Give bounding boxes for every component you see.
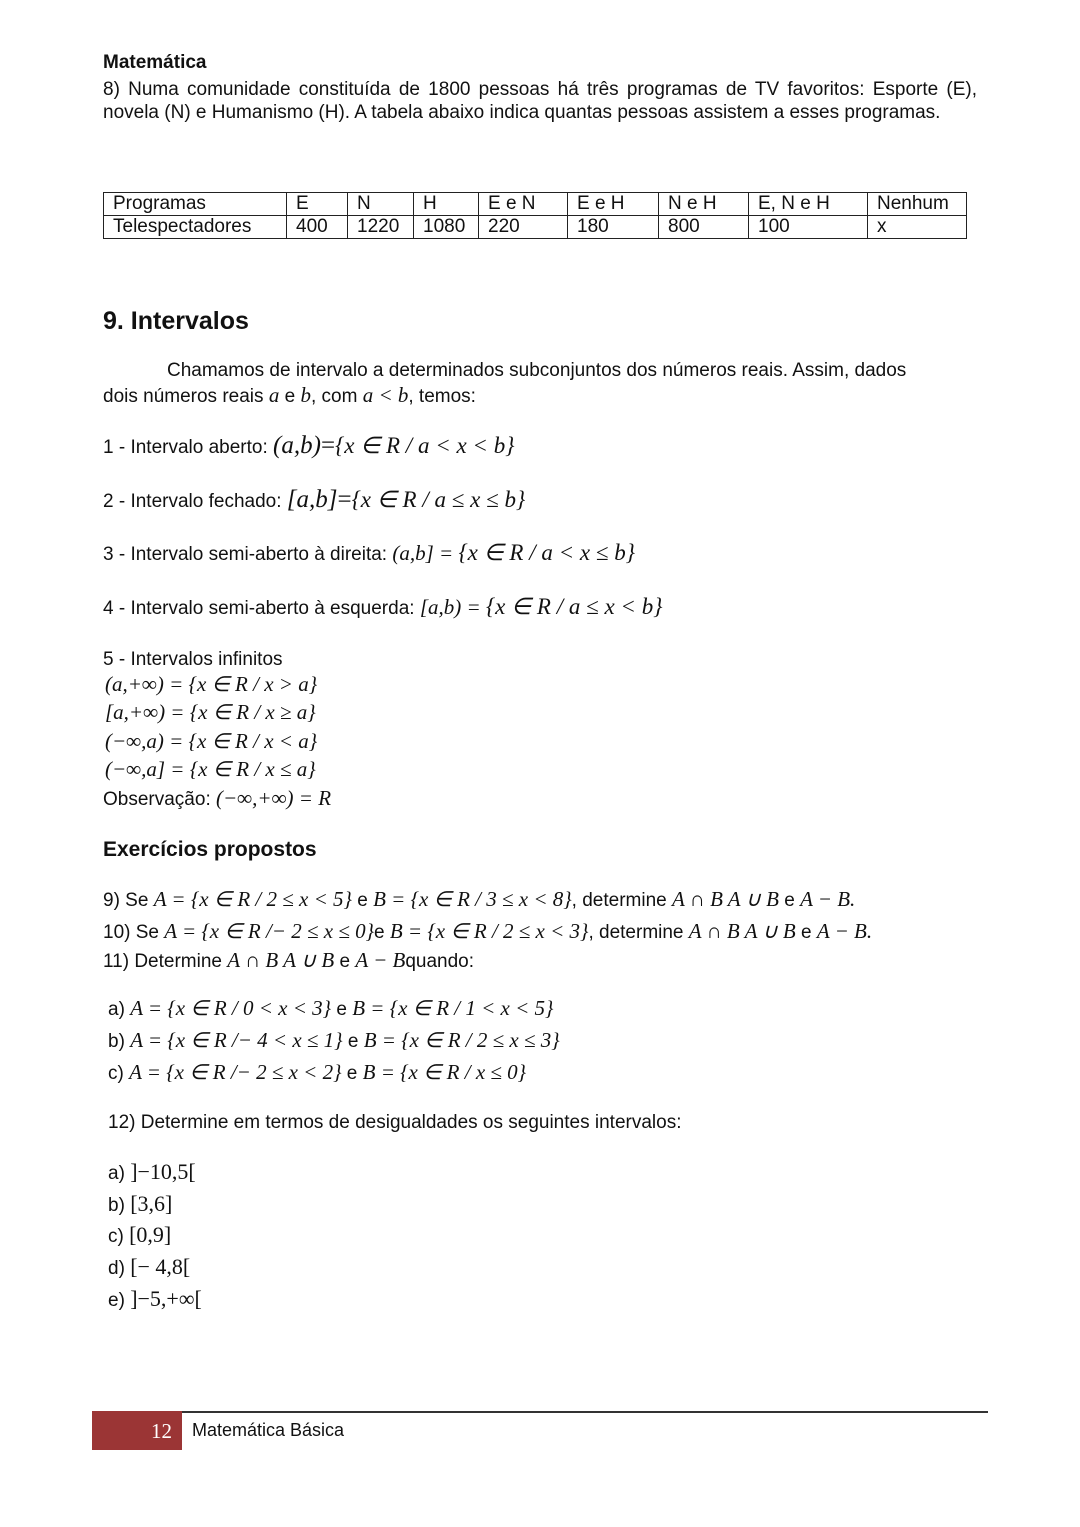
table-cell: E [287, 193, 348, 216]
table-header-row [104, 193, 967, 216]
set-a: A = {x ∈ R /− 2 ≤ x < 2} [129, 1060, 342, 1084]
conjunction: e [801, 922, 812, 943]
set-b: B = {x ∈ R / 1 < x < 5} [352, 996, 554, 1020]
footer-rule [182, 1411, 988, 1413]
interval-notation: [a,b] [286, 486, 338, 513]
table-cell: E e N [479, 193, 568, 216]
exercise-11-item [108, 996, 553, 1021]
interval-half-open-left [103, 594, 662, 620]
conjunction: e [357, 890, 368, 911]
exercise-number: 10) Se [103, 922, 159, 943]
infinite-interval: (−∞,a) = {x ∈ R / x < a} [105, 729, 318, 753]
exercise-11-item [108, 1060, 526, 1085]
exercise-12-text: 12) Determine em termos de desigualdades os seguintes intervalos: [108, 1112, 682, 1133]
interval-label: 4 - Intervalo semi-aberto à esquerda: [103, 598, 415, 619]
interval-label: 2 - Intervalo fechado: [103, 491, 282, 512]
footer-title: Matemática Básica [192, 1420, 345, 1440]
intro-com: , com [310, 386, 358, 407]
interval: ]−5,+∞[ [130, 1286, 202, 1311]
infinite-interval: (−∞,a] = {x ∈ R / x ≤ a} [105, 757, 316, 781]
table-cell: 180 [568, 216, 659, 239]
interval: ]−10,5[ [130, 1159, 196, 1184]
running-header: Matemática [103, 52, 207, 73]
table-cell: N [348, 193, 414, 216]
item-label: c) [108, 1063, 124, 1084]
table-cell: 100 [749, 216, 868, 239]
exercise-10 [103, 919, 872, 944]
exercise-9 [103, 887, 855, 912]
table-cell: Nenhum [868, 193, 967, 216]
conjunction: e [339, 951, 351, 972]
table-cell: x [868, 216, 967, 239]
observation [103, 786, 331, 811]
exercise-11-item [108, 1028, 560, 1053]
set-operations: A ∩ B A ∪ B [227, 948, 335, 972]
exercises-title: Exercícios propostos [103, 838, 317, 861]
exercise-12-item [108, 1222, 171, 1248]
section-title: 9. Intervalos [103, 307, 249, 335]
table-cell: 800 [659, 216, 749, 239]
conjunction: e [336, 999, 347, 1020]
conjunction: e [374, 922, 385, 943]
observation-label: Observação: [103, 789, 211, 810]
exercise-number: 9) Se [103, 890, 149, 911]
intro-text: dois números reais [103, 386, 264, 407]
observation-math: (−∞,+∞) = R [216, 786, 332, 810]
table-cell: H [414, 193, 479, 216]
math-inequality: a < b [362, 383, 409, 407]
exercise-12-item [108, 1191, 172, 1217]
set-difference: A − B. [800, 887, 856, 911]
item-label: a) [108, 1163, 125, 1184]
exercise-12-item [108, 1286, 202, 1312]
table-cell: Programas [104, 193, 287, 216]
set-difference: A − B [355, 948, 406, 972]
viewers-table [103, 192, 967, 239]
set-a: A = {x ∈ R /− 4 < x ≤ 1} [130, 1028, 343, 1052]
table-cell: E e H [568, 193, 659, 216]
interval-label: 1 - Intervalo aberto: [103, 437, 268, 458]
item-label: c) [108, 1226, 124, 1247]
set-a: A = {x ∈ R / 2 ≤ x < 5} [153, 887, 352, 911]
intro-line-1: Chamamos de intervalo a determinados subconjuntos dos números reais. Assim, dados [167, 360, 907, 381]
exercise-8-text: 8) Numa comunidade constituída de 1800 pessoas há três programas de TV favoritos: Esporte (E), novela (N) e Humanismo (H). A tabela abaixo indica quantas pessoas assistem a esses programas. [103, 79, 977, 123]
interval: [0,9] [129, 1222, 172, 1247]
table-cell: 220 [479, 216, 568, 239]
table-cell: N e H [659, 193, 749, 216]
table-cell: E, N e H [749, 193, 868, 216]
exercise-number: 11) Determine [103, 951, 222, 972]
intro-temos: , temos: [408, 386, 476, 407]
instruction: , determine [571, 890, 667, 911]
table-cell: 1080 [414, 216, 479, 239]
exercise-11 [103, 948, 474, 973]
interval-closed: 2 - Intervalo fechado: [a,b]={x ∈ R / a ≤ x ≤ b} [103, 486, 526, 513]
conjunction: e [784, 890, 795, 911]
set-b: B = {x ∈ R / x ≤ 0} [362, 1060, 527, 1084]
interval: [3,6] [130, 1191, 173, 1216]
interval-notation: (a,b) [273, 432, 321, 459]
table-cell: 1220 [348, 216, 414, 239]
math-a: a [268, 383, 280, 407]
item-label: a) [108, 999, 125, 1020]
interval: [− 4,8[ [130, 1254, 191, 1279]
set-b: B = {x ∈ R / 2 ≤ x ≤ 3} [363, 1028, 560, 1052]
set-difference: A − B. [816, 919, 873, 943]
item-label: b) [108, 1031, 125, 1052]
set-a: A = {x ∈ R /− 2 ≤ x ≤ 0} [164, 919, 374, 943]
infinite-interval: (a,+∞) = {x ∈ R / x > a} [105, 672, 318, 696]
interval-label: 3 - Intervalo semi-aberto à direita: [103, 544, 388, 565]
interval-open: 1 - Intervalo aberto: (a,b)={x ∈ R / a < x < b} [103, 432, 515, 459]
set-operations: A ∩ B A ∪ B [688, 919, 796, 943]
set-notation: {x ∈ R / a < x ≤ b} [458, 540, 635, 565]
item-label: d) [108, 1258, 125, 1279]
table-row [104, 216, 967, 239]
infinite-intervals-label: 5 - Intervalos infinitos [103, 649, 283, 670]
set-notation: {x ∈ R / a ≤ x < b} [485, 594, 663, 619]
exercise-12-item [108, 1254, 190, 1280]
interval-notation: (a,b] = [392, 541, 454, 565]
table-cell: 400 [287, 216, 348, 239]
instruction: quando: [405, 951, 475, 972]
set-b: B = {x ∈ R / 3 ≤ x < 8} [373, 887, 572, 911]
infinite-interval: [a,+∞) = {x ∈ R / x ≥ a} [105, 700, 316, 724]
item-label: b) [108, 1195, 125, 1216]
table-cell: Telespectadores [104, 216, 287, 239]
math-b: b [300, 383, 311, 407]
exercise-12-item [108, 1159, 196, 1185]
instruction: , determine [588, 922, 684, 943]
conjunction: e [347, 1031, 359, 1052]
set-b: B = {x ∈ R / 2 ≤ x < 3} [389, 919, 589, 943]
interval-notation: [a,b) = [419, 595, 481, 619]
set-operations: A ∩ B A ∪ B [671, 887, 779, 911]
set-a: A = {x ∈ R / 0 < x < 3} [130, 996, 332, 1020]
item-label: e) [108, 1290, 125, 1311]
set-notation: {x ∈ R / a ≤ x ≤ b} [351, 487, 526, 512]
intro-e: e [284, 386, 296, 407]
interval-half-open-right [103, 540, 635, 566]
conjunction: e [346, 1063, 358, 1084]
intro-line-2 [103, 383, 476, 408]
page-number: 12 [151, 1419, 172, 1443]
set-notation: {x ∈ R / a < x < b} [335, 433, 515, 458]
